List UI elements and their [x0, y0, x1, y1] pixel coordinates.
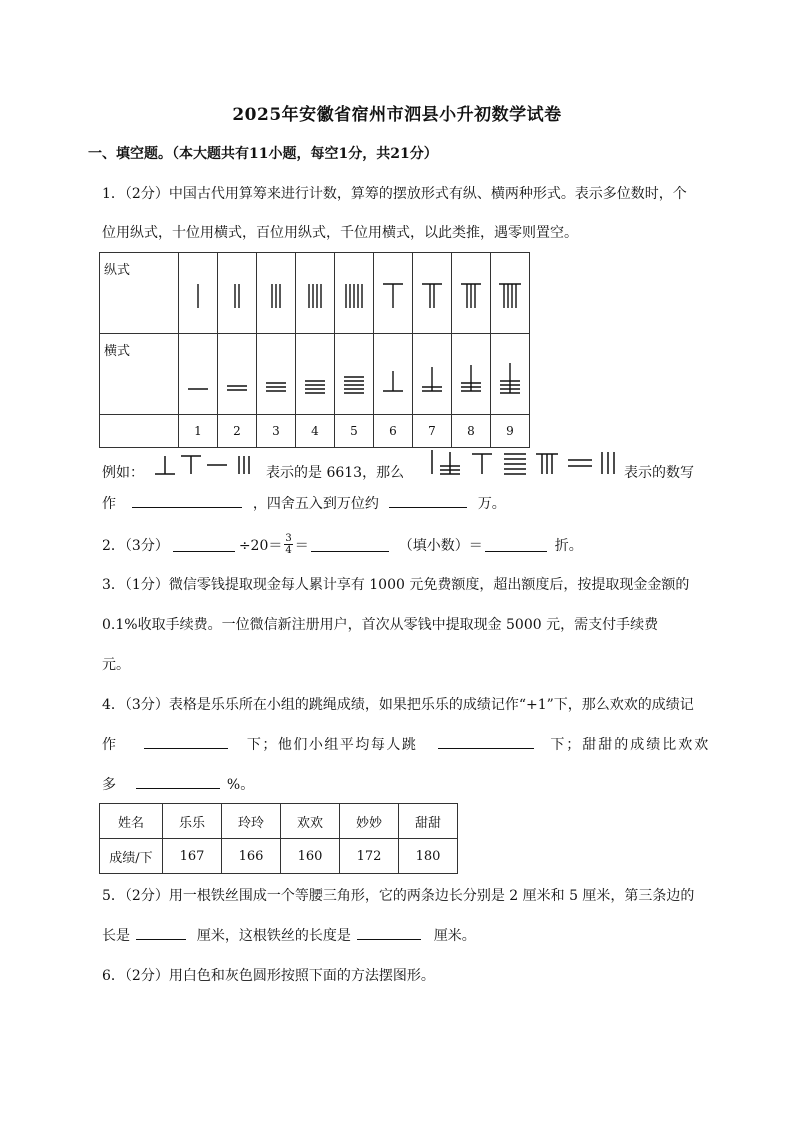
rod-vertical-7 [413, 253, 452, 334]
rod-vertical-8 [452, 253, 491, 334]
q4-average-blank[interactable] [438, 734, 534, 749]
score-table [99, 803, 458, 874]
rod-horizontal-3 [257, 334, 296, 415]
horizontal-form-row [100, 334, 530, 415]
digit-cell: 5 [335, 415, 374, 448]
rod-horizontal-2 [218, 334, 257, 415]
q2-division: ÷20＝ [238, 537, 283, 554]
score-value-row [100, 839, 458, 874]
digit-cell: 3 [257, 415, 296, 448]
q4-percent-blank[interactable] [136, 774, 220, 789]
q5-line-2 [102, 925, 476, 945]
q3-line-2: 0.1%收取手续费。一位微信新注册用户，首次从零钱中提取现金 5000 元，需支付手续费 [102, 617, 659, 633]
q2-line [102, 533, 583, 556]
score-header: 甜甜 [399, 804, 458, 839]
q2-end: 折。 [554, 537, 583, 554]
score-header: 玲玲 [222, 804, 281, 839]
digit-row [100, 415, 530, 448]
q1-rounding-blank[interactable] [389, 493, 467, 508]
rod-horizontal-4 [296, 334, 335, 415]
rod-horizontal-7 [413, 334, 452, 415]
q3-line-1: 3．（1分）微信零钱提取现金每人累计享有 1000 元免费额度，超出额度后，按提取现金金额的 [102, 577, 690, 593]
q4-huanhuan-blank[interactable] [144, 734, 228, 749]
rod-vertical-4 [296, 253, 335, 334]
rod-horizontal-9 [491, 334, 530, 415]
q2-fraction-denominator: 4 [285, 545, 292, 556]
digit-cell: 7 [413, 415, 452, 448]
rod-vertical-2 [218, 253, 257, 334]
rod-vertical-5 [335, 253, 374, 334]
q1-number-blank[interactable] [132, 493, 242, 508]
q1-line-2: 位用纵式，十位用横式，百位用纵式，千位用横式，以此类推，遇零则置空。 [102, 225, 578, 241]
q1-answer-end: 万。 [477, 496, 506, 512]
score-header: 姓名 [100, 804, 163, 839]
q2-prefix: 2．（3分） [102, 537, 169, 554]
q1-answer-mid: ，四舍五入到万位约 [252, 496, 379, 512]
digit-cell: 9 [491, 415, 530, 448]
q2-equals: ＝ [294, 537, 309, 554]
q3-line-3: 元。 [102, 657, 130, 673]
q2-dividend-blank[interactable] [173, 537, 235, 552]
page-title: 2025年安徽省宿州市泗县小升初数学试卷 [232, 105, 562, 125]
q5-line-2-c: 厘米。 [433, 928, 476, 944]
counting-rods-table [99, 252, 530, 448]
rod-numeral-6613 [153, 452, 263, 478]
digit-cell: 8 [452, 415, 491, 448]
score-row-label: 成绩/下 [100, 839, 163, 874]
q2-decimal-note: （填小数）＝ [398, 537, 483, 554]
q4-line-3-a: 多 [102, 777, 116, 793]
q1-example-end: 表示的数写 [624, 465, 694, 481]
rod-numeral-question [428, 448, 624, 478]
score-cell: 167 [163, 839, 222, 874]
score-cell: 172 [340, 839, 399, 874]
q1-answer-line [102, 493, 506, 513]
q5-line-1: 5．（2分）用一根铁丝围成一个等腰三角形，它的两条边长分别是 2 厘米和 5 厘米，第三条边的 [102, 888, 695, 904]
digit-row-label [100, 415, 179, 448]
horizontal-form-label: 横式 [100, 334, 179, 415]
q1-example-mid: 表示的是 6613，那么 [266, 465, 405, 481]
q5-wire-length-blank[interactable] [357, 925, 421, 940]
q2-discount-blank[interactable] [485, 537, 547, 552]
q4-line-1: 4．（3分）表格是乐乐所在小组的跳绳成绩，如果把乐乐的成绩记作“+1”下，那么欢欢的成绩记 [102, 697, 694, 713]
score-header: 乐乐 [163, 804, 222, 839]
score-header-row [100, 804, 458, 839]
score-header: 欢欢 [281, 804, 340, 839]
q4-line-2-b: 下；他们小组平均每人跳 [246, 737, 418, 753]
q5-third-side-blank[interactable] [136, 925, 186, 940]
q5-line-2-a: 长是 [102, 928, 130, 944]
q1-example-prefix: 例如： [102, 465, 144, 481]
digit-cell: 6 [374, 415, 413, 448]
section-heading: 一、填空题。（本大题共有11小题，每空1分，共21分） [88, 146, 438, 162]
score-cell: 166 [222, 839, 281, 874]
q6-line-1: 6．（2分）用白色和灰色圆形按照下面的方法摆图形。 [102, 968, 435, 984]
q5-line-2-b: 厘米，这根铁丝的长度是 [196, 928, 351, 944]
q1-answer-prefix: 作 [102, 496, 116, 512]
q4-line-2-c: 下；甜甜的成绩比欢欢 [550, 737, 711, 753]
rod-horizontal-6 [374, 334, 413, 415]
rod-vertical-6 [374, 253, 413, 334]
digit-cell: 4 [296, 415, 335, 448]
q2-decimal-blank[interactable] [311, 537, 389, 552]
q2-fraction [284, 533, 292, 556]
q2-fraction-numerator: 3 [285, 533, 292, 544]
score-header: 妙妙 [340, 804, 399, 839]
rod-horizontal-1 [179, 334, 218, 415]
rod-vertical-9 [491, 253, 530, 334]
q1-line-1: 1．（2分）中国古代用算筹来进行计数，算筹的摆放形式有纵、横两种形式。表示多位数时，个 [102, 186, 687, 202]
q4-line-2 [102, 734, 710, 754]
q4-line-3 [102, 774, 254, 794]
rod-horizontal-5 [335, 334, 374, 415]
digit-cell: 2 [218, 415, 257, 448]
q4-line-2-a: 作 [102, 737, 116, 753]
rod-vertical-1 [179, 253, 218, 334]
score-cell: 180 [399, 839, 458, 874]
score-cell: 160 [281, 839, 340, 874]
vertical-form-label: 纵式 [100, 253, 179, 334]
rod-vertical-3 [257, 253, 296, 334]
q4-line-3-b: %。 [226, 777, 255, 793]
vertical-form-row [100, 253, 530, 334]
digit-cell: 1 [179, 415, 218, 448]
rod-horizontal-8 [452, 334, 491, 415]
